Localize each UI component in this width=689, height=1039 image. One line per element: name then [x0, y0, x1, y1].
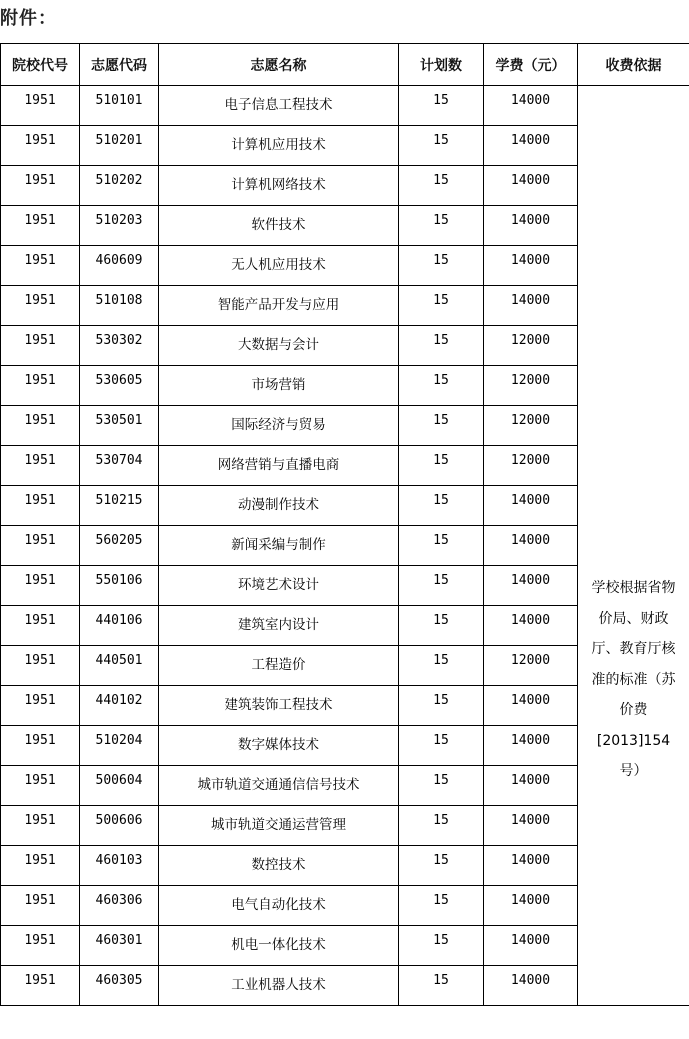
cell-tuition: 12000: [484, 406, 578, 446]
cell-school-code: 1951: [1, 606, 80, 646]
cell-tuition: 14000: [484, 126, 578, 166]
cell-major-name: 计算机网络技术: [159, 166, 399, 206]
cell-plan-count: 15: [399, 446, 484, 486]
header-major-name: 志愿名称: [159, 44, 399, 86]
cell-major-code: 460306: [80, 886, 159, 926]
fee-basis-line: [2013]154: [596, 732, 671, 749]
cell-major-name: 无人机应用技术: [159, 246, 399, 286]
cell-major-name: 工业机器人技术: [159, 966, 399, 1006]
header-plan-count: 计划数: [399, 44, 484, 86]
cell-tuition: 14000: [484, 166, 578, 206]
cell-plan-count: 15: [399, 366, 484, 406]
cell-plan-count: 15: [399, 486, 484, 526]
cell-major-code: 510203: [80, 206, 159, 246]
cell-major-name: 软件技术: [159, 206, 399, 246]
cell-school-code: 1951: [1, 766, 80, 806]
cell-plan-count: 15: [399, 806, 484, 846]
cell-plan-count: 15: [399, 846, 484, 886]
cell-major-code: 510204: [80, 726, 159, 766]
cell-major-name: 网络营销与直播电商: [159, 446, 399, 486]
cell-school-code: 1951: [1, 446, 80, 486]
cell-tuition: 14000: [484, 566, 578, 606]
cell-school-code: 1951: [1, 726, 80, 766]
cell-school-code: 1951: [1, 686, 80, 726]
fee-basis-line: 号）: [619, 763, 648, 779]
cell-school-code: 1951: [1, 246, 80, 286]
cell-tuition: 14000: [484, 486, 578, 526]
cell-major-code: 510108: [80, 286, 159, 326]
cell-major-code: 530704: [80, 446, 159, 486]
cell-major-name: 建筑装饰工程技术: [159, 686, 399, 726]
cell-tuition: 12000: [484, 646, 578, 686]
cell-school-code: 1951: [1, 846, 80, 886]
cell-plan-count: 15: [399, 966, 484, 1006]
cell-fee-basis: [578, 86, 689, 1006]
cell-plan-count: 15: [399, 606, 484, 646]
cell-major-code: 530501: [80, 406, 159, 446]
cell-major-name: 动漫制作技术: [159, 486, 399, 526]
cell-tuition: 12000: [484, 366, 578, 406]
cell-major-name: 工程造价: [159, 646, 399, 686]
cell-tuition: 14000: [484, 86, 578, 126]
cell-major-code: 500606: [80, 806, 159, 846]
cell-school-code: 1951: [1, 886, 80, 926]
cell-tuition: 14000: [484, 806, 578, 846]
cell-major-code: 460301: [80, 926, 159, 966]
cell-major-name: 数控技术: [159, 846, 399, 886]
cell-plan-count: 15: [399, 526, 484, 566]
cell-plan-count: 15: [399, 566, 484, 606]
fee-basis-text: [584, 573, 683, 787]
cell-major-name: 环境艺术设计: [159, 566, 399, 606]
cell-tuition: 14000: [484, 926, 578, 966]
cell-plan-count: 15: [399, 886, 484, 926]
cell-major-code: 510215: [80, 486, 159, 526]
cell-school-code: 1951: [1, 406, 80, 446]
cell-plan-count: 15: [399, 326, 484, 366]
cell-major-code: 440106: [80, 606, 159, 646]
cell-school-code: 1951: [1, 366, 80, 406]
cell-major-code: 500604: [80, 766, 159, 806]
cell-school-code: 1951: [1, 926, 80, 966]
cell-plan-count: 15: [399, 246, 484, 286]
fee-basis-line: 学校根据省物: [591, 580, 676, 596]
cell-major-name: 计算机应用技术: [159, 126, 399, 166]
cell-tuition: 14000: [484, 766, 578, 806]
cell-school-code: 1951: [1, 566, 80, 606]
cell-school-code: 1951: [1, 326, 80, 366]
cell-major-name: 数字媒体技术: [159, 726, 399, 766]
cell-tuition: 12000: [484, 326, 578, 366]
table-header-row: [1, 44, 689, 86]
fee-basis-line: 价局、财政: [598, 610, 669, 627]
cell-plan-count: 15: [399, 726, 484, 766]
cell-plan-count: 15: [399, 286, 484, 326]
cell-major-name: 城市轨道交通通信信号技术: [159, 766, 399, 806]
cell-school-code: 1951: [1, 286, 80, 326]
cell-major-code: 440501: [80, 646, 159, 686]
header-school-code: 院校代号: [1, 44, 80, 86]
cell-plan-count: 15: [399, 926, 484, 966]
cell-tuition: 14000: [484, 686, 578, 726]
cell-plan-count: 15: [399, 206, 484, 246]
header-major-code: 志愿代码: [80, 44, 159, 86]
cell-plan-count: 15: [399, 766, 484, 806]
cell-school-code: 1951: [1, 526, 80, 566]
enrollment-table: [0, 43, 689, 1006]
cell-school-code: 1951: [1, 166, 80, 206]
fee-basis-line: 准的标准（苏: [591, 671, 676, 688]
cell-school-code: 1951: [1, 126, 80, 166]
cell-major-name: 智能产品开发与应用: [159, 286, 399, 326]
cell-tuition: 14000: [484, 846, 578, 886]
cell-tuition: 14000: [484, 526, 578, 566]
cell-major-name: 机电一体化技术: [159, 926, 399, 966]
cell-plan-count: 15: [399, 406, 484, 446]
header-tuition: 学费（元）: [484, 44, 578, 86]
cell-tuition: 12000: [484, 446, 578, 486]
cell-major-code: 550106: [80, 566, 159, 606]
cell-plan-count: 15: [399, 86, 484, 126]
cell-tuition: 14000: [484, 886, 578, 926]
cell-major-code: 510201: [80, 126, 159, 166]
cell-major-code: 460103: [80, 846, 159, 886]
cell-school-code: 1951: [1, 486, 80, 526]
cell-school-code: 1951: [1, 966, 80, 1006]
cell-major-name: 市场营销: [159, 366, 399, 406]
cell-school-code: 1951: [1, 206, 80, 246]
cell-school-code: 1951: [1, 806, 80, 846]
cell-tuition: 14000: [484, 206, 578, 246]
cell-major-code: 530605: [80, 366, 159, 406]
cell-major-name: 国际经济与贸易: [159, 406, 399, 446]
header-fee-basis: 收费依据: [578, 44, 689, 86]
cell-school-code: 1951: [1, 86, 80, 126]
fee-basis-line: 价费: [619, 702, 648, 718]
cell-tuition: 14000: [484, 966, 578, 1006]
cell-major-code: 440102: [80, 686, 159, 726]
cell-plan-count: 15: [399, 686, 484, 726]
cell-school-code: 1951: [1, 646, 80, 686]
cell-major-name: 新闻采编与制作: [159, 526, 399, 566]
table-row: [1, 86, 689, 126]
fee-basis-line: 厅、教育厅核: [591, 641, 676, 657]
cell-plan-count: 15: [399, 166, 484, 206]
cell-major-code: 460305: [80, 966, 159, 1006]
cell-major-name: 电子信息工程技术: [159, 86, 399, 126]
cell-tuition: 14000: [484, 606, 578, 646]
cell-major-code: 460609: [80, 246, 159, 286]
cell-plan-count: 15: [399, 126, 484, 166]
cell-major-name: 城市轨道交通运营管理: [159, 806, 399, 846]
cell-major-name: 建筑室内设计: [159, 606, 399, 646]
cell-tuition: 14000: [484, 726, 578, 766]
cell-major-code: 530302: [80, 326, 159, 366]
cell-plan-count: 15: [399, 646, 484, 686]
cell-major-name: 大数据与会计: [159, 326, 399, 366]
cell-tuition: 14000: [484, 246, 578, 286]
cell-major-code: 510202: [80, 166, 159, 206]
cell-major-code: 560205: [80, 526, 159, 566]
page-title: 附件：: [0, 8, 57, 29]
cell-major-code: 510101: [80, 86, 159, 126]
cell-tuition: 14000: [484, 286, 578, 326]
cell-major-name: 电气自动化技术: [159, 886, 399, 926]
